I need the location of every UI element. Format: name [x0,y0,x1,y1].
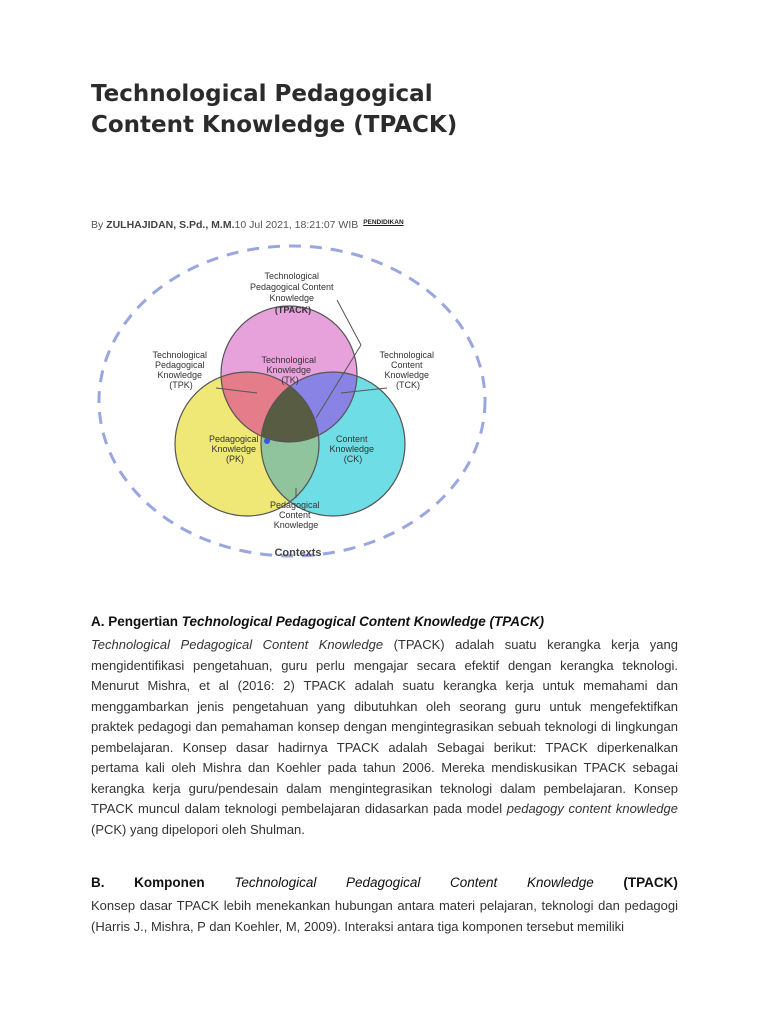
section-b-t4: Knowledge [526,875,594,890]
para-text-2: (PCK) yang dipelopori oleh Shulman. [91,821,305,837]
tpack-venn-svg [91,238,493,575]
label-tck: Technological Content Knowledge (TCK) [379,350,435,390]
section-a-heading [91,614,544,629]
author-link[interactable]: ZULHAJIDAN, S.Pd., M.M. [106,219,235,231]
label-pk: Pedagogical Knowledge (PK) [208,434,259,464]
section-a-prefix: A. Pengertian [91,614,182,629]
section-a-paragraph [91,635,678,840]
label-ck: Content Knowledge (CK) [329,434,375,464]
section-b-t2: Pedagogical [346,875,421,890]
section-b-t3: Content [450,875,498,890]
category-link[interactable]: PENDIDIKAN [363,219,404,226]
section-b-t1: Technological [234,875,317,890]
para-text-1: (TPACK) adalah suatu kerangka kerja yang mengidentifikasi pengetahuan, guru perlu mengajar secara efektif dengan kerangka teknologi. Menurut Mishra, et al (2016: 2) TPACK adalah suatu kerangka kerja untuk memahami dan menggambarkan jenis pengetahuan yang dibutuhkan oleh seorang guru untuk mengefektifkan praktek pedagogi dan pemahaman konsep dengan mengintegrasikan sebuah teknologi di lingkungan pembelajaran. Konsep dasar hadirnya TPACK adalah Sebagai berikut: TPACK diperkenalkan pertama kali oleh Mishra dan Koehler pada tahun 2006. Mereka mendiskusikan TPACK sebagai kerangka kerja guru/pendesain dalam mengintegrasikan teknologi dalam pembelajaran. Konsep TPACK muncul dalam teknologi pembelajaran didasarkan pada model [91,637,678,816]
label-contexts: Contexts [274,547,322,559]
para-italic-2: pedagogy content knowledge [506,801,678,816]
section-a-term: Technological Pedagogical Content Knowledge (TPACK) [181,614,545,629]
tpack-diagram [91,238,493,575]
byline-prefix: By [91,219,107,231]
pointer-dot [264,438,270,444]
label-tk: Technological Knowledge (TK) [261,355,317,385]
section-b-heading [91,875,678,893]
page-title: Technological Pedagogical Content Knowledge (TPACK) [91,81,458,138]
section-b-num: B. [91,875,105,890]
section-b-word: Komponen [134,875,205,890]
label-tpack: Technological Pedagogical Content Knowledge (TPACK) [249,271,334,315]
label-pck: Pedagogical Content Knowledge [269,500,320,530]
label-tpk: Technological Pedagogical Knowledge (TPK) [152,350,208,390]
byline [91,219,404,231]
publish-date: 10 Jul 2021, 18:21:07 WIB [234,219,359,231]
para-term: Technological Pedagogical Content Knowledge [91,637,384,652]
section-b-paragraph: Konsep dasar TPACK lebih menekankan hubungan antara materi pelajaran, teknologi dan pedagogi (Harris J., Mishra, P dan Koehler, M, 2009). Interaksi antara tiga komponen tersebut memiliki [91,898,678,934]
section-b-t5: (TPACK) [623,875,678,890]
